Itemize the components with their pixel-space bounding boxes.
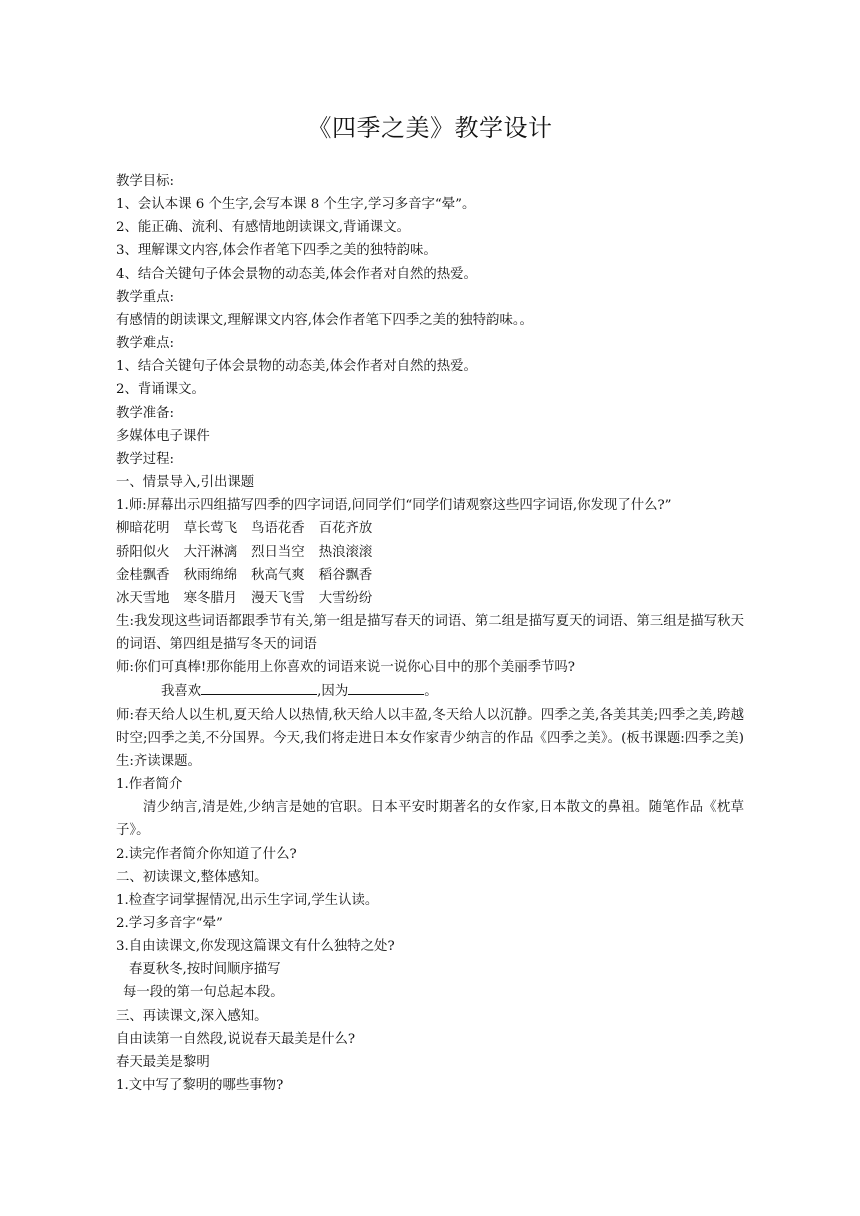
page-title: 《四季之美》教学设计 xyxy=(307,114,553,142)
blank-line xyxy=(348,679,424,695)
word: 漫天飞雪 xyxy=(251,590,305,606)
author-heading: 1.作者简介 xyxy=(116,777,183,793)
section-heading: 三、再读课文,深入感知。 xyxy=(116,1008,268,1024)
preparation-text: 多媒体电子课件 xyxy=(116,428,210,444)
question-paragraph: 1.师:屏幕出示四组描写四季的四字词语,问同学们“同学们请观察这些四字词语,你发现了什么?” xyxy=(116,498,672,514)
text-line: 春天最美是黎明 xyxy=(116,1054,210,1070)
blank-line xyxy=(201,679,317,695)
key-points-heading: 教学重点: xyxy=(116,289,175,305)
word: 秋高气爽 xyxy=(251,567,305,583)
word-row-spring xyxy=(116,517,744,540)
teacher-intro: 师:春天给人以生机,夏天给人以热情,秋天给人以丰盈,冬天给人以沉静。四季之美,各美其美;四季之美,跨越时空;四季之美,不分国界。今天,我们将走进日本女作家青少纳言的作品《四季之美》。(板书课题:四季之美)生:齐读课题。 xyxy=(116,707,744,769)
fill-in-sentence xyxy=(116,679,744,703)
word: 柳暗花明 xyxy=(116,521,170,537)
difficulties-heading: 教学难点: xyxy=(116,336,175,352)
objective-item: 2、能正确、流利、有感情地朗读课文,背诵课文。 xyxy=(116,220,410,236)
word: 烈日当空 xyxy=(251,544,305,560)
preparation-heading: 教学准备: xyxy=(116,405,175,421)
word: 骄阳似火 xyxy=(116,544,170,560)
text-line: 自由读第一自然段,说说春天最美是什么? xyxy=(116,1031,356,1047)
teacher-praise: 师:你们可真棒!那你能用上你喜欢的词语来说一说你心目中的那个美丽季节吗? xyxy=(116,660,575,676)
word: 大雪纷纷 xyxy=(318,590,373,606)
process-heading: 教学过程: xyxy=(116,451,175,467)
word: 秋雨绵绵 xyxy=(183,567,238,583)
question-2: 2.读完作者简介你知道了什么? xyxy=(116,846,297,862)
word: 百花齐放 xyxy=(318,521,373,537)
word: 草长莺飞 xyxy=(183,521,238,537)
document-body xyxy=(116,170,744,1097)
word: 冰天雪地 xyxy=(116,590,170,606)
section-heading: 二、初读课文,整体感知。 xyxy=(116,869,268,885)
fill-prefix: 我喜欢 xyxy=(161,684,202,700)
difficulty-item: 2、背诵课文。 xyxy=(116,382,205,398)
note-line: 每一段的第一句总起本段。 xyxy=(123,985,284,1001)
objective-item: 1、会认本课 6 个生字,会写本课 8 个生字,学习多音字“晕”。 xyxy=(116,197,476,213)
word: 稻谷飘香 xyxy=(318,567,373,583)
section-heading: 一、情景导入,引出课题 xyxy=(116,475,255,491)
objectives-heading: 教学目标: xyxy=(116,174,175,189)
word-row-winter xyxy=(116,587,744,610)
word: 热浪滚滚 xyxy=(318,544,373,560)
key-points-text: 有感情的朗读课文,理解课文内容,体会作者笔下四季之美的独特韵味。。 xyxy=(116,312,533,328)
objective-item: 3、理解课文内容,体会作者笔下四季之美的独特韵味。 xyxy=(116,243,437,259)
word: 大汗淋漓 xyxy=(183,544,238,560)
note-line: 春夏秋冬,按时间顺序描写 xyxy=(129,962,281,978)
word: 鸟语花香 xyxy=(251,521,305,537)
text-line: 1.文中写了黎明的哪些事物? xyxy=(116,1078,284,1094)
list-item: 1.检查字词掌握情况,出示生字词,学生认读。 xyxy=(116,892,379,908)
word-row-autumn xyxy=(116,564,744,587)
author-text: 清少纳言,清是姓,少纳言是她的官职。日本平安时期著名的女作家,日本散文的鼻祖。随笔作品《枕草子》。 xyxy=(116,800,744,839)
fill-suffix: 。 xyxy=(424,684,438,700)
word: 寒冬腊月 xyxy=(183,590,238,606)
objective-item: 4、结合关键句子体会景物的动态美,体会作者对自然的热爱。 xyxy=(116,266,477,282)
word: 金桂飘香 xyxy=(116,567,170,583)
fill-middle: ,因为 xyxy=(317,684,349,700)
list-item: 3.自由读课文,你发现这篇课文有什么独特之处? xyxy=(116,939,395,955)
word-row-summer xyxy=(116,541,744,564)
student-answer: 生:我发现这些词语都跟季节有关,第一组是描写春天的词语、第二组是描写夏天的词语、第三组是描写秋天的词语、第四组是描写冬天的词语 xyxy=(116,613,744,653)
difficulty-item: 1、结合关键句子体会景物的动态美,体会作者对自然的热爱。 xyxy=(116,359,477,375)
list-item: 2.学习多音字“晕” xyxy=(116,916,223,931)
